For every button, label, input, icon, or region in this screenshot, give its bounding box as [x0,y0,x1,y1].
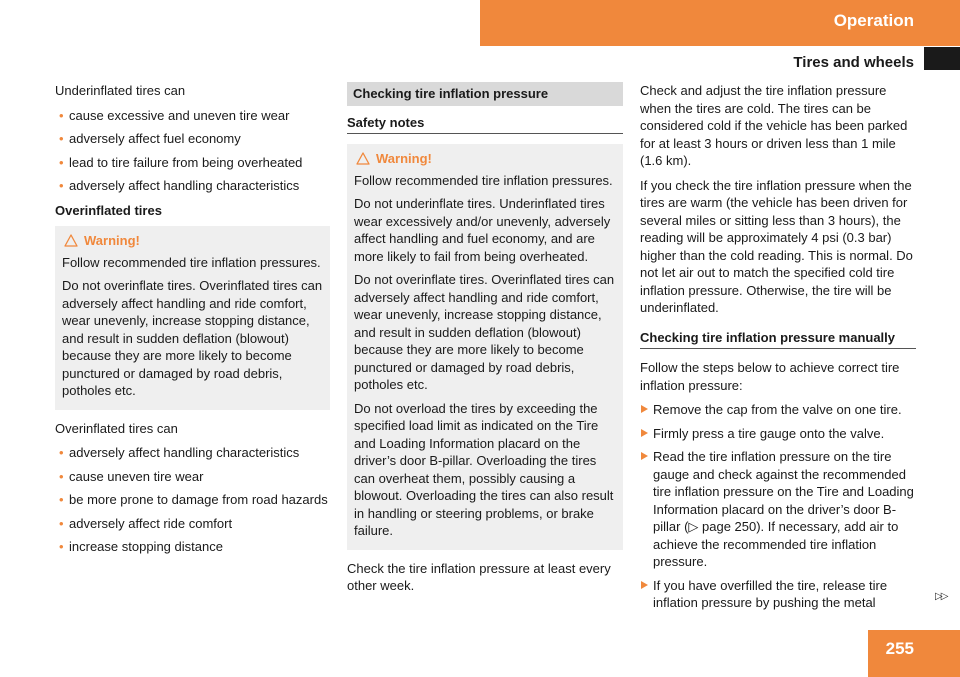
safety-notes-heading: Safety notes [347,114,623,135]
bullet-item: • adversely affect fuel economy [55,130,330,148]
bullet-item: • increase stopping distance [55,538,330,556]
warning-header [354,150,616,168]
over-intro: Overinflated tires can [55,420,178,436]
step-item: Firmly press a tire gauge onto the valve. [640,425,916,443]
warning-label: Warning! [376,151,432,166]
bullet-item: • lead to tire failure from being overheated [55,154,330,172]
bullet-item: • adversely affect handling characteristics [55,444,330,462]
bullet-item: • be more prone to damage from road hazards [55,491,330,509]
step-item: Remove the cap from the valve on one tire. [640,401,916,419]
box-heading: Checking tire inflation pressure [347,82,623,106]
warning-text: Do not overinflate tires. Overinflated tires can adversely affect handling and ride comfort, wear unevenly, increase stopping distance, and result in sudden deflation (blowout) because they are more likely to become punctured or damaged by road debris, potholes etc. [62,278,323,398]
column-1 [55,82,330,563]
warning-text: Follow recommended tire inflation pressures. [354,172,613,188]
under-bullet-list [55,107,330,195]
page-number: 255 [885,639,914,658]
over-heading: Overinflated tires [55,202,162,218]
bullet-item: • adversely affect ride comfort [55,515,330,533]
warning-box [347,144,623,550]
warning-text: Follow recommended tire inflation pressures. [62,254,321,270]
section-marker-block [924,47,960,70]
column-3 [640,82,916,618]
bullet-item: • adversely affect handling characteristics [55,177,330,195]
step-list [640,401,916,612]
step-item: Read the tire inflation pressure on the tire gauge and check against the recommended tire inflation pressure on the Tire and Loading Information placard on the driver’s door B-pillar (▷ page 250). If necessary, add air to achieve the recommended tire inflation pressure. [640,448,916,571]
paragraph: Check and adjust the tire inflation pressure when the tires are cold. The tires can be considered cold if the vehicle has been parked for at least 3 hours or driven less than 1 mile (1.6 km). [640,83,908,168]
closing-text: Check the tire inflation pressure at least every other week. [347,560,611,593]
warning-text: Do not underinflate tires. Underinflated tires wear excessively and/or unevenly, adversely affect handling and fuel economy, and are more likely to fail from being overheated. [354,196,611,264]
paragraph: If you check the tire inflation pressure when the tires are warm (the vehicle has been driven for several miles or sitting less than 3 hours), the reading will be approximately 4 psi (0.3 bar) higher than the cold reading. This is normal. Do not let air out to match the specified cold tire inflation pressure. Otherwise, the tire will be underinflated. [640,177,913,315]
warning-text: Do not overload the tires by exceeding the specified load limit as indicated on the Tire and Loading Information placard on the driver’s door B-pillar. Overloading the tires can overheat them, possibly causing a blowout. Overloading the tires can also result in handling or steering problems, or brake failure. [354,400,614,538]
chapter-title: Operation [833,11,914,30]
warning-label: Warning! [84,233,140,248]
steps-intro: Follow the steps below to achieve correct tire inflation pressure: [640,360,900,393]
bullet-item: • cause excessive and uneven tire wear [55,107,330,125]
warning-triangle-icon [64,234,78,247]
continued-arrows-icon: ▷▷ [935,591,947,602]
column-2 [347,82,623,602]
warning-text: Do not overinflate tires. Overinflated tires can adversely affect handling and ride comfort, wear unevenly, increase stopping distance, and result in sudden deflation (blowout) because they are more likely to become punctured or damaged by road debris, potholes etc. [354,272,615,392]
under-intro: Underinflated tires can [55,83,186,98]
over-bullet-list [55,444,330,556]
header-tab [480,0,960,46]
page-number-tab [868,630,960,677]
manual-check-heading: Checking tire inflation pressure manually [640,329,916,350]
bullet-item: • cause uneven tire wear [55,468,330,486]
section-title: Tires and wheels [793,54,914,71]
warning-triangle-icon [356,152,370,165]
warning-header [62,232,323,250]
step-item: If you have overfilled the tire, release tire inflation pressure by pushing the metal [640,577,916,612]
warning-box [55,226,330,410]
